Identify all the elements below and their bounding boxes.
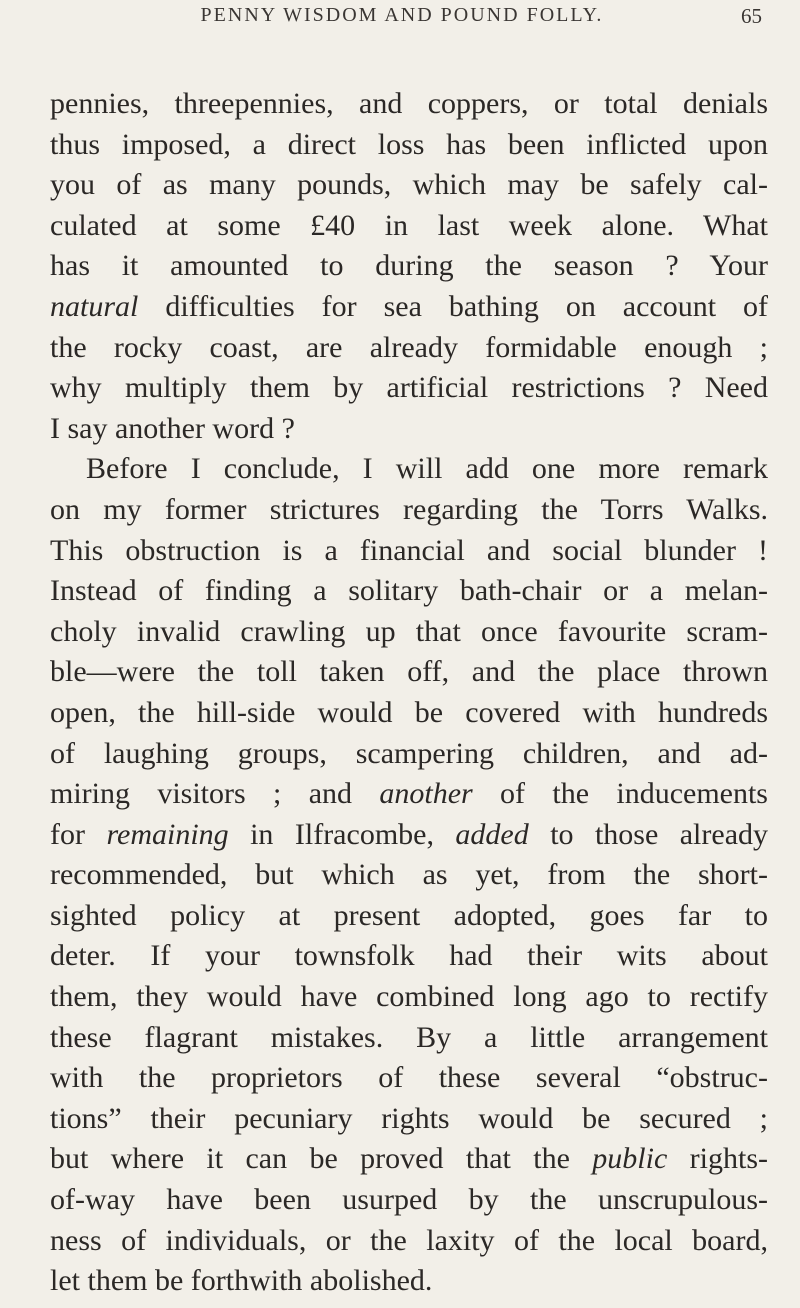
text-line: you of as many pounds, which may be safely cal- (50, 168, 768, 202)
text-line: ness of individuals, or the laxity of the local board, (50, 1223, 768, 1257)
text-run: miring visitors ; and (50, 777, 380, 811)
text-line: with the proprietors of these several “obstruc- (50, 1061, 768, 1095)
text-run: in Ilfracombe, (228, 817, 456, 851)
text-line: This obstruction is a financial and social blunder ! (50, 533, 768, 567)
text-line: let them be forthwith abolished. (50, 1264, 433, 1298)
text-line: of-way have been usurped by the unscrupulous- (50, 1183, 768, 1217)
text-line: the rocky coast, are already formidable enough ; (50, 330, 768, 364)
text-line: of laughing groups, scampering children, and ad- (50, 736, 768, 770)
running-head (42, 4, 762, 44)
text-line: these flagrant mistakes. By a little arrangement (50, 1020, 768, 1054)
italic-text: natural (50, 289, 139, 323)
text-run: but where it can be proved that the (50, 1142, 593, 1176)
text-line (50, 815, 768, 856)
text-run: for (50, 817, 107, 851)
text-line: culated at some £40 in last week alone. What (50, 208, 768, 242)
text-line: them, they would have combined long ago to rectify (50, 980, 768, 1014)
text-line: ble—were the toll taken off, and the place thrown (50, 655, 768, 689)
text-line: Before I conclude, I will add one more remark (86, 452, 768, 486)
text-line: open, the hill-side would be covered with hundreds (50, 695, 768, 729)
text-run: of the inducements (472, 777, 768, 811)
text-run: rights- (667, 1142, 768, 1176)
page-number: 65 (741, 4, 762, 28)
text-line: choly invalid crawling up that once favourite scram- (50, 614, 768, 648)
italic-text: remaining (106, 817, 229, 851)
text-run: to those already (528, 817, 769, 851)
text-line (50, 774, 768, 815)
italic-text: another (379, 777, 473, 811)
text-line: thus imposed, a direct loss has been inflicted upon (50, 127, 768, 161)
text-line: why multiply them by artificial restrictions ? Need (50, 371, 768, 405)
text-line: deter. If your townsfolk had their wits about (50, 939, 768, 973)
text-line: on my former strictures regarding the Torrs Walks. (50, 492, 768, 526)
text-line: has it amounted to during the season ? Your (50, 249, 768, 283)
text-line: tions” their pecuniary rights would be secured ; (50, 1101, 768, 1135)
text-line: I say another word ? (50, 411, 295, 445)
text-line: sighted policy at present adopted, goes far to (50, 898, 768, 932)
text-run: difficulties for sea bathing on account of (138, 289, 768, 323)
text-line (50, 1139, 768, 1180)
italic-text: added (455, 817, 529, 851)
text-line (50, 287, 768, 328)
body-text (50, 84, 768, 1302)
running-title: PENNY WISDOM AND POUND FOLLY. (200, 4, 604, 26)
italic-text: public (592, 1142, 668, 1176)
text-line: recommended, but which as yet, from the short- (50, 858, 768, 892)
text-line: pennies, threepennies, and coppers, or total denials (50, 87, 768, 120)
text-line: Instead of finding a solitary bath-chair or a melan- (50, 574, 768, 608)
